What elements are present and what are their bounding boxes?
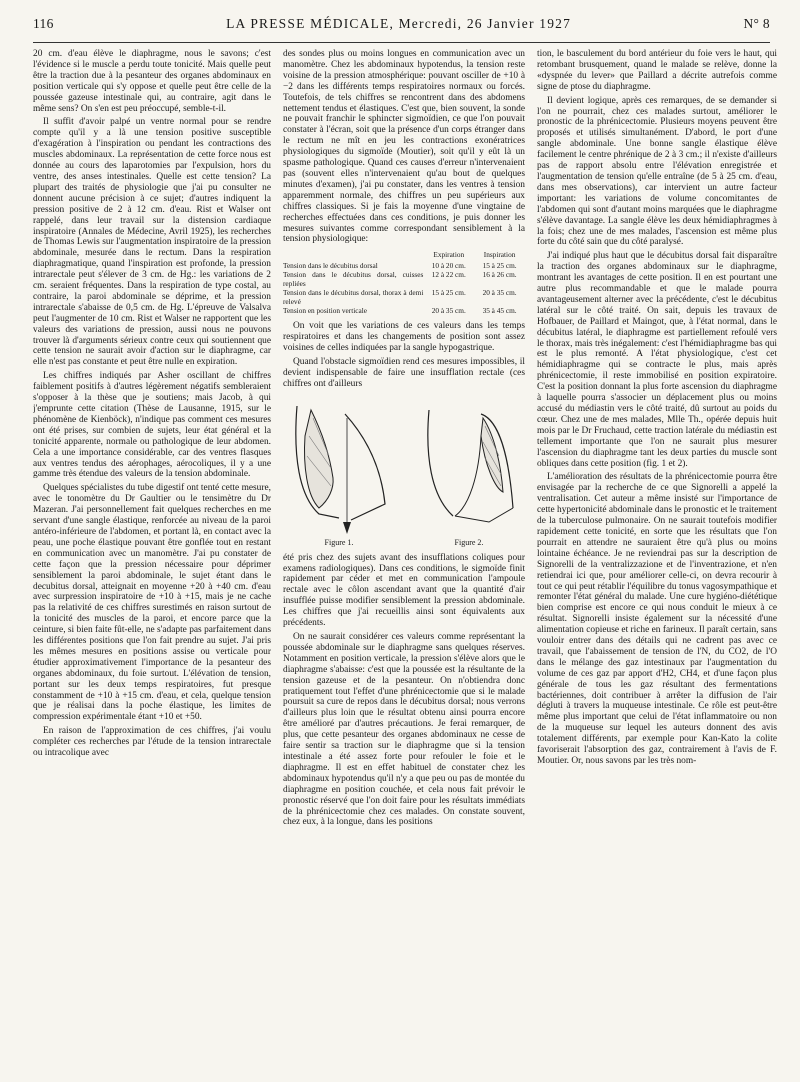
table-header: Expiration xyxy=(433,250,465,260)
article-columns xyxy=(33,49,777,1079)
thorax-diagram-1 xyxy=(289,396,389,536)
inspiration-value: 15 à 25 cm. xyxy=(482,261,517,271)
expiration-value: 10 à 20 cm. xyxy=(431,261,466,271)
journal-title: LA PRESSE MÉDICALE, Mercredi, 26 Janvier 1927 xyxy=(226,16,572,31)
table-row xyxy=(283,261,525,270)
figure-2 xyxy=(413,396,525,549)
row-label: Tension dans le décubitus dorsal xyxy=(283,261,378,271)
figures xyxy=(283,396,525,549)
header-rule xyxy=(33,42,770,43)
paragraph: été pris chez des sujets avant des insufflations coliques pour examens radiologiques). Dans ces conditions, le sigmoïde finit rapidement par céder et met en communication l'ampoule rectale avec le côlon ascendant avant que la quantité d'air insufflée puisse modifier sensiblement la pression abdominale. Les chiffres que j'ai recueillis ainsi sont équivalents aux précédents. xyxy=(283,552,525,629)
paragraph: Il suffit d'avoir palpé un ventre normal pour se rendre compte qu'il y a là une tension positive susceptible d'exagération à l'inspiration ou pendant les contractions des muscles abdominaux. La représentation de cette force nous est donnée au cours des laparotomies par l'expulsion, hors du ventre, des anses intestinales. Quelle est cette tension? La plupart des traités de physiologie que j'ai pu consulter ne donnent aucune précision à ce sujet; d'autres indiquent la pression positive de 2 à 12 cm. d'eau. Rist et Walser ont rappelé, dans leur travail sur la distension cardiaque inspiratoire (Annales de Médecine, Avril 1925), les recherches de Thomas Lewis sur l'augmentation inspiratoire de la pression abdominale, mesurée dans le rectum. Dans la respiration diaphragmatique, quand l'inspiration est profonde, la pression intrarectale peut s'élever de 3 cm. de Hg.: les variations de 2 cm. seraient fréquentes. Dans la respiration de type costal, au contraire, la paroi abdominale se déprime, et la pression intrarectale s'abaisse de 0,5 cm. de Hg. L'épreuve de Valsalva peut l'augmenter de 10 cm. Rist et Walser ne rapportent que les valeurs des variations de pression, aussi nous ne pouvons trouver là d'arguments sérieux contre ceux qui soutiennent que cette tension ne saurait avoir d'action sur le diaphragme, car elle n'est pas constante et peut être nulle en expiration. xyxy=(33,117,271,368)
paragraph: Quelques spécialistes du tube digestif ont tenté cette mesure, avec le tonomètre du Dr Gaultier ou le tensimètre du Dr Mazeran. J'ai personnellement fait quelques recherches en me servant d'une sangle élastique, renforcée au niveau de la paroi antéro-inférieure de l'abdomen, et portant là, en contact avec la peau, une poche élastique pouvant être gonflée tout en restant en communication avec un manomètre. J'ai pu constater de cette façon que la pression nécessaire pour déprimer sensiblement la paroi abdominale, le sujet étant dans le decubitus dorsal, atteignait en moyenne +20 à +40 cm. d'eau avec surpression inspiratoire de +10 à +15, mais je ne cache pas la relativité de ces chiffres surestimés en raison surtout de la tonicité des muscles de la paroi, et encore parce que la ceinture, si bien faite fût-elle, ne s'adapte pas parfaitement dans les différentes positions que l'on fait prendre au sujet. J'ai pris les mêmes mesures en positions assise ou verticale pour étudier approximativement l'importance de la pesanteur des organes abdominaux, du foie surtout. L'élévation de tension, portant sur les deux temps respiratoires, fut presque constamment de +10 à +15 cm. d'eau, et cela, quelque tension que je réalisai dans la poche élastique, les limites de compression expérimentale étant +10 et +50. xyxy=(33,483,271,723)
table-header-row xyxy=(283,249,525,261)
expiration-value: 12 à 22 cm. xyxy=(431,270,466,280)
inspiration-value: 16 à 26 cm. xyxy=(482,270,517,280)
figure-caption: Figure 2. xyxy=(454,537,484,547)
row-label: Tension dans le décubitus dorsal, cuisses repliées xyxy=(283,270,424,289)
table-row xyxy=(283,270,525,288)
paragraph: On ne saurait considérer ces valeurs comme représentant la poussée abdominale sur le diaphragme sans quelques réserves. Notamment en position verticale, la pression s'élève alors que le diaphragme s'abaisse: c'est que la poussée est la résultante de la tension gazeuse et de la pesanteur. On n'obtiendra donc pratiquement tout l'effet d'une phrénicectomie que si le malade poursuit sa cure de repos dans le décubitus dorsal; nous verrons d'ailleurs plus loin que le résultat obtenu ainsi pourra encore être amélioré par d'autres précautions. Je ferai remarquer, de plus, que cette pesanteur des organes abdominaux ne cesse de faire sentir sa traction sur le diaphragme que si la tension intestinale a été assez forte pour refouler le foie et le diaphragme. Il est en effet habituel de constater chez les abdominaux hypotendus qu'il n'y a que peu ou pas de montée du diaphragme en position couchée, et cela nous fait prévoir le pronostic réservé que l'on doit faire pour les résultats immédiats de la phrénicectomie chez ces malades. On constate souvent, chez eux, à la longue, dans les positions xyxy=(283,632,525,828)
table-row xyxy=(283,306,525,315)
row-label: Tension dans le décubitus dorsal, thorax à demi relevé xyxy=(283,288,424,307)
page-header xyxy=(33,16,770,40)
row-label: Tension en position verticale xyxy=(283,306,367,316)
paragraph: L'amélioration des résultats de la phrénicectomie pourra être envisagée par la recherche de ce que Signorelli a appelé la ventralisation. Cet auteur a même insisté sur l'importance de cette hypertonicité abdominale dans le pronostic et le traitement de la tuberculose pulmonaire. On ne saurait toutefois modifier rapidement cette tonicité, en sorte que les résultats que l'on pourrait en attendre ne sauraient être qu'à plus ou moins lointaine échéance. Je ne reviendrai pas sur la description de Signorelli de la ventralizzazione et de l'inventrazione, et n'en retiendrai ici que, pour améliorer celle-ci, on devra recourir à tout ce qui peut rétablir l'équilibre du tonus vagosympathique et remonter l'état général du malade. Une cure hygiéno-diététique bien comprise est encore ce qui nous conduit le mieux à ce résultat. Signorelli insiste également sur la nécessité d'une alimentation copieuse et riche en farineux. Il paraît certain, sans vouloir entrer dans des détails qui ne cadrent pas avec ce travail, que l'abaissement de tension de l'N, du CO2, de l'O dans le mélange des gaz intestinaux par l'augmentation du volume de ces gaz par apport d'H2, CH4, et d'une façon plus générale de tous les gaz résultant des fermentations bactériennes, doit contribuer à arrêter la diffusion de l'air dégluti à travers la muqueuse intestinale. Ce rôle est peut-être même plus important que celui de l'état inflammatoire ou non de la muqueuse sur lequel les auteurs donnent des avis totalement différents, par exemple pour Kan-Kato la colite favoriserait l'absorption des gaz, contrairement à l'avis de F. Moutier. Or, nous savons par les très nom- xyxy=(537,472,777,766)
column-2 xyxy=(283,49,525,1079)
expiration-value: 20 à 35 cm. xyxy=(431,306,466,316)
column-3 xyxy=(537,49,777,1079)
page-number: 116 xyxy=(33,16,54,31)
paragraph: des sondes plus ou moins longues en communication avec un manomètre. Chez les abdominaux hypotendus, la tension reste voisine de la pression atmosphérique: pouvant osciller de +10 à −2 dans les différents temps respiratoires normaux ou forcés. Toutefois, de tels chiffres se rencontrent dans des abdomens nettement tendus et élastiques. C'est que, bien souvent, la sonde ne pouvait franchir le sphincter sigmoïdien, ce que l'on pouvait constater à l'écran, soit que la présence d'un corps étranger dans le rectum ne mît en jeu les contractions exonératrices physiologiques du sigmoïde (Moutier), soit qu'il y eût là un spasme pathologique. Quand ces causes d'erreur n'intervenaient pas (souvent elles n'intervenaient qu'au bout de quelques minutes d'examen), j'ai pu constater, dans les ventres à tension apparemment normale, des chiffres un peu supérieurs aux chiffres classiques. Si je fais la moyenne d'une vingtaine de recherches effectuées dans ces conditions, je puis donner les mesures suivantes comme correspondant sensiblement à la tension physiologique: xyxy=(283,49,525,245)
paragraph: Les chiffres indiqués par Asher oscillant de chiffres faiblement positifs à d'autres légèrement négatifs sembleraient s'opposer à la thèse que je soutiens; mais Jacob, à qui j'emprunte cette citation (Thèse de Lausanne, 1915, sur le phénomène de Kienböck), n'indique pas comment ces mesures ont été prises, sur combien de sujets, leur état général et la tonicité apparente, normale ou pathologique de leur abdomen. Cela a une importance considérable, car des ventres flasques aux ventres tendus des aérophages, aérocoliques, il y a une gamme très étendue des valeurs de la tension abdominale. xyxy=(33,371,271,480)
paragraph: On voit que les variations de ces valeurs dans les temps respiratoires et dans les changements de position sont assez voisines de celles indiquées par la sangle hypogastrique. xyxy=(283,321,525,354)
pressure-table xyxy=(283,249,525,315)
inspiration-value: 20 à 35 cm. xyxy=(482,288,517,298)
paragraph: J'ai indiqué plus haut que le décubitus dorsal fait disparaître la traction des organes abdominaux sur le diaphragme, montrant les avantages de cette position. Il en est pourtant une autre plus recommandable et que le malade pourra avantageusement alterner avec la précédente, c'est le décubitus latéral sur le côté traité. On sait, depuis les travaux de Hofbauer, de Paillard et Maingot, que, à l'état normal, dans le décubitus latéral, le diaphragme est partiellement refoulé vers le thorax, mais très inégalement: c'est l'hémidiaphragme bas qui est le plus remonté. A l'état physiologique, c'est cet hémidiaphragme qui se contracte le plus, mais après phrénicectomie, il reste immobilisé en position expiratoire. C'est la position donnant la plus forte ascension du diaphragme à laquelle pourra s'associer un déplacement plus ou moins accusé du médiastin vers le côté traité, dû surtout au poids du cœur. Chez une de mes malades, Mlle Th., opérée depuis huit mois par le Dr Fruchaud, cette traction latérale du médiastin est tellement importante que l'on ne saurait plus mesurer l'ascension du diaphragme tant les deux parties du muscle sont obliques dans cette position (fig. 1 et 2). xyxy=(537,251,777,469)
paragraph: tion, le basculement du bord antérieur du foie vers le haut, qui retombant brusquement, quand le malade se relève, donne la «dyspnée du lever» que Paillard a décrite autrefois comme signe de ptose du diaphragme. xyxy=(537,49,777,92)
inspiration-value: 35 à 45 cm. xyxy=(482,306,517,316)
paragraph: Il devient logique, après ces remarques, de se demander si l'on ne pourrait, chez ces malades surtout, améliorer le pronostic de la phrénicectomie. Plusieurs moyens peuvent être proposés et utilisés simultanément. D'abord, le port d'une sangle abdominale. Une bonne sangle élastique élève facilement le centre phrénique de 2 à 3 cm.; il n'existe d'ailleurs pas de rapport absolu entre l'élévation enregistrée et l'augmentation de tension qu'elle entraîne (de 5 à 25 cm. d'eau, dans mes observations), car intervient un autre facteur important: les variations de volume concomitantes de l'abdomen qui sont d'autant moins marquées que le diaphragme s'élève davantage. La sangle élève les deux hémidiaphragmes à la fois; chez une de mes malades, l'ascension est même plus forte du côté sain que du côté paralysé. xyxy=(537,95,777,248)
figure-1 xyxy=(283,396,395,549)
issue-number: N° 8 xyxy=(743,16,770,31)
expiration-value: 15 à 25 cm. xyxy=(431,288,466,298)
paragraph: Quand l'obstacle sigmoïdien rend ces mesures impossibles, il devient indispensable de faire une insufflation rectale (ces chiffres ont d'ailleurs xyxy=(283,357,525,389)
paragraph: En raison de l'approximation de ces chiffres, j'ai voulu compléter ces recherches par l'étude de la tension intrarectale ou intracolique avec xyxy=(33,726,271,759)
paragraph: 20 cm. d'eau élève le diaphragme, nous le savons; c'est l'évidence si le muscle a perdu toute tonicité. Mais quelle peut être la traction due à la pesanteur des organes abdominaux en position verticale qui s'y oppose et quelle peut être celle de la poussée gazeuse intestinale qui, au contraire, agit dans le même sens? On s'en est peu préoccupé, semble-t-il. xyxy=(33,49,271,114)
thorax-diagram-2 xyxy=(419,396,519,536)
column-1 xyxy=(33,49,271,1079)
table-row xyxy=(283,288,525,306)
table-header: Inspiration xyxy=(483,250,516,260)
figure-caption: Figure 1. xyxy=(324,537,354,547)
